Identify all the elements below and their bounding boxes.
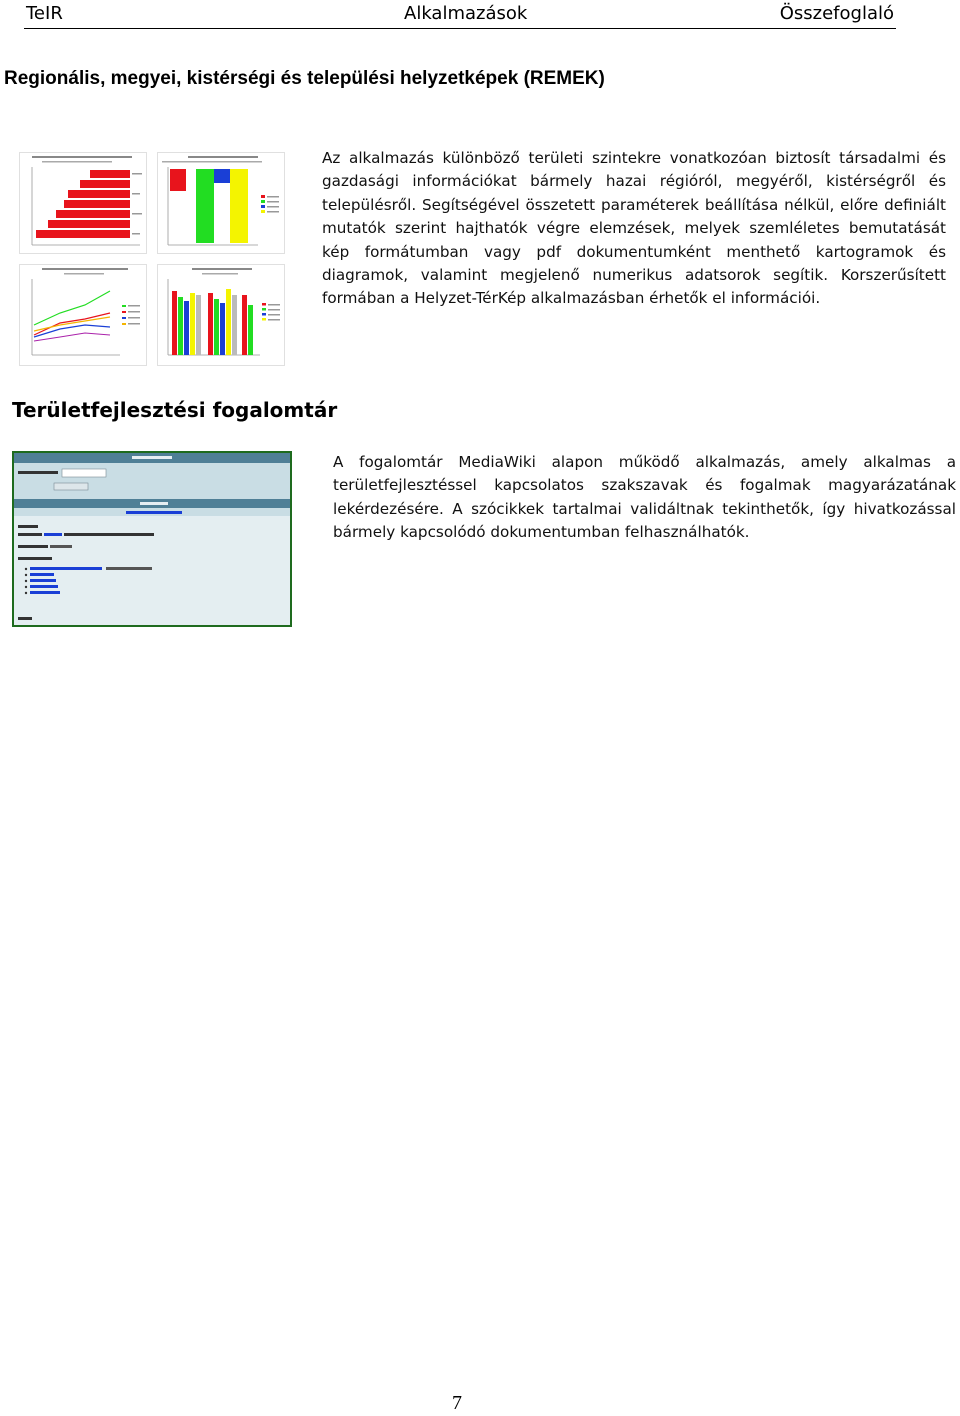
header-right: Összefoglaló [779, 3, 894, 24]
remek-chart-thumbnail-2 [157, 152, 285, 254]
vertical-bar-chart-image [158, 153, 284, 253]
section-title-fogalomtar: Területfejlesztési fogalomtár [12, 398, 338, 422]
fogalomtar-description: A fogalomtár MediaWiki alapon működő alkalmazás, amely alkalmas a területfejlesztéssel kapcsolatos szakszavak és fogalmak magyarázatának lekérdezésére. A szócikkek tartalmai validáltnak tekinthetők, így hivatkozással bármely kapcsolódó dokumentumban felhasználhatók. [333, 453, 956, 542]
grouped-bar-chart-image [158, 265, 284, 365]
remek-chart-thumbnail-3 [19, 264, 147, 366]
wiki-screenshot-image [14, 453, 290, 625]
horizontal-bar-chart-image [20, 153, 146, 253]
remek-chart-thumbnail-4 [157, 264, 285, 366]
page-number: 7 [452, 1392, 462, 1414]
remek-description: Az alkalmazás különböző területi szintekre vonatkozóan biztosít társadalmi és gazdasági információkat bármely hazai régióról, megyéről, kistérségről és településről. Segítségével összetett paraméterek beállítása nélkül, előre definiált mutatók szerint hajthatók végre elemzések, melyek szemléletes bemutatását kép formátumban vagy pdf dokumentumként menthető kartogramok és diagramok, valamint megjelenő numerikus adatsorok segítik. Korszerűsített formában a Helyzet-TérKép alkalmazásban érhetők el információi. [322, 149, 946, 308]
page-header [24, 0, 896, 29]
section-title-remek: Regionális, megyei, kistérségi és települési helyzetképek (REMEK) [4, 68, 605, 89]
header-left: TeIR [26, 3, 63, 24]
remek-chart-thumbnail-1 [19, 152, 147, 254]
line-chart-image [20, 265, 146, 365]
header-center: Alkalmazások [404, 3, 528, 24]
fogalomtar-screenshot [12, 451, 292, 627]
